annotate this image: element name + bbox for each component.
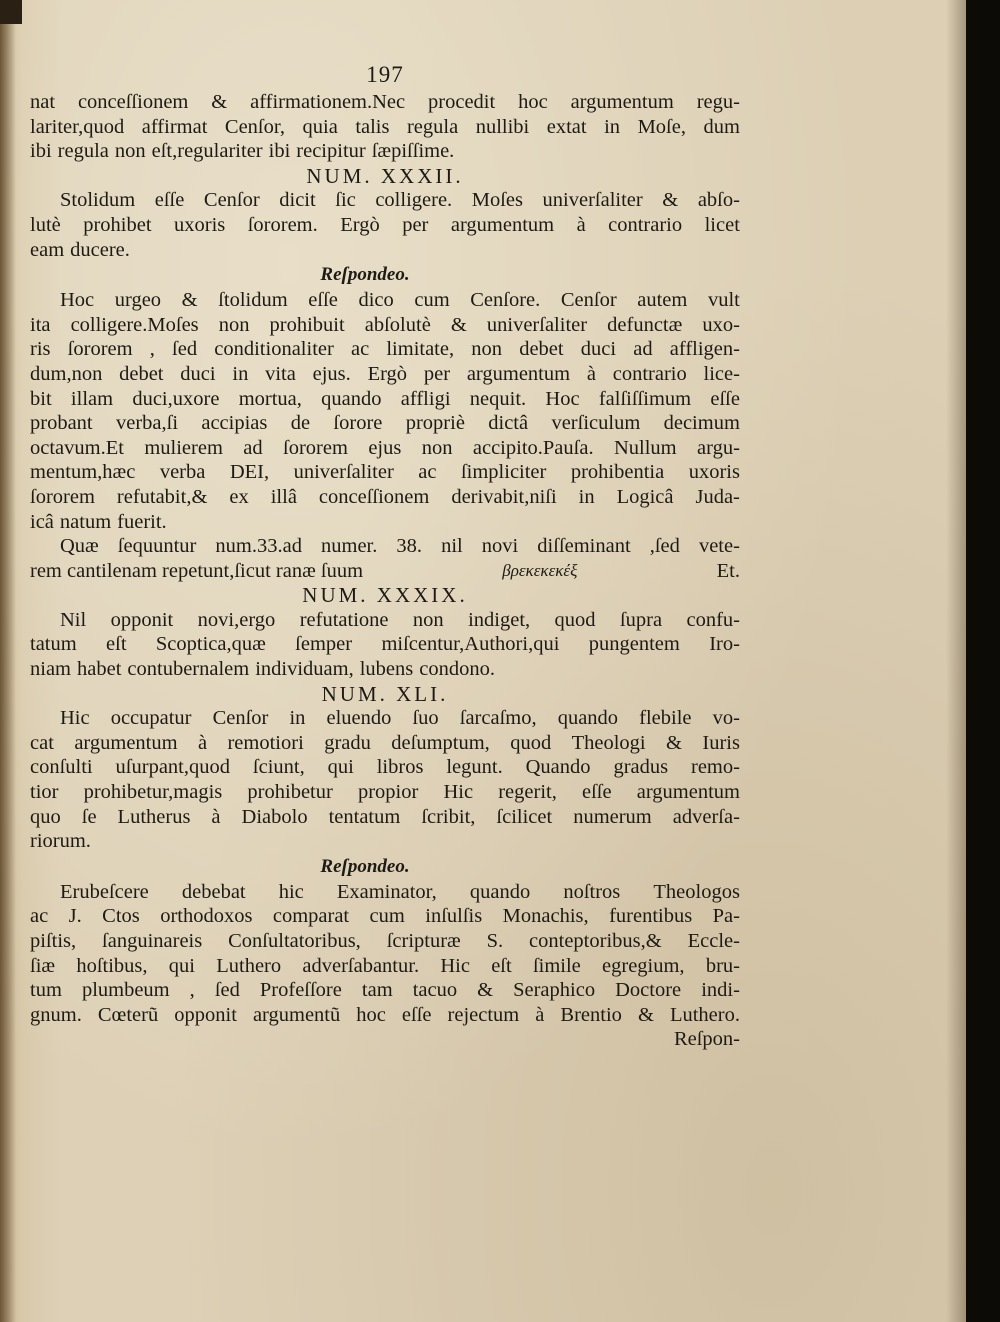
text-line: cat argumentum à remotiori gradu deſumptum, quod Theologi & Iuris xyxy=(30,731,740,754)
page-text xyxy=(30,62,740,1052)
text-line: ac J. Ctos orthodoxos comparat cum inſulſis Monachis, furentibus Pa- xyxy=(30,905,740,928)
page-edge-shadow xyxy=(0,0,16,1322)
text-line: riorum. xyxy=(30,830,91,853)
text-line: ſiæ hoſtibus, qui Luthero adverſabantur. Hic eſt ſimile egregium, bru- xyxy=(30,954,740,977)
text-line: probant verba,ſi accipias de ſorore propriè dictâ verſiculum decimum xyxy=(30,412,740,435)
text-line: octavum.Et mulierem ad ſororem ejus non accipito.Pauſa. Nullum argu- xyxy=(30,436,740,459)
text-line: icâ natum fuerit. xyxy=(30,510,167,533)
text-line: Stolidum eſſe Cenſor dicit ſic colligere. Moſes univerſaliter & abſo- xyxy=(60,189,740,212)
text-line: Hoc urgeo & ſtolidum eſſe dico cum Cenſore. Cenſor autem vult xyxy=(60,289,740,312)
page-right-shadow xyxy=(946,0,966,1322)
text-line: eam ducere. xyxy=(30,238,130,261)
text-line: gnum. Cœterũ opponit argumentũ hoc eſſe rejectum à Brentio & Luthero. xyxy=(30,1003,740,1026)
text-line: bit illam duci,uxore mortua, quando affligi nequit. Hoc falſiſſimum eſſe xyxy=(30,387,740,410)
text-line: rem cantilenam repetunt,ſicut ranæ ſuum βρεκεκεκέξ Et. xyxy=(30,559,740,582)
text-lines xyxy=(30,90,740,1027)
text-line: tum plumbeum , ſed Profeſſore tam tacuo & Seraphico Doctore indi- xyxy=(30,979,740,1002)
text-line: niam habet contubernalem individuam, lubens condono. xyxy=(30,658,495,681)
page-corner-mark xyxy=(0,0,22,24)
text-line: ſororem refutabit,& ex illâ conceſſionem derivabit,niſi in Logicâ Juda- xyxy=(30,485,740,508)
catchword: Reſpon- xyxy=(673,1028,740,1051)
text-line: quo ſe Lutherus à Diabolo tentatum ſcribit, ſcilicet numerum adverſa- xyxy=(30,805,740,828)
text-line: ibi regula non eſt,regulariter ibi recipitur ſæpiſſime. xyxy=(30,140,455,163)
text-line: Hic occupatur Cenſor in eluendo ſuo ſarcaſmo, quando flebile vo- xyxy=(60,707,740,730)
section-heading: NUM. XLI. xyxy=(321,681,449,706)
section-heading: NUM. XXXIX. xyxy=(302,583,468,608)
text-line: lutè prohibet uxoris ſororem. Ergò per argumentum à contrario licet xyxy=(30,213,740,236)
text-line: tatum eſt Scoptica,quæ ſemper miſcentur,Authori,qui pungentem Iro- xyxy=(30,633,740,656)
greek-word: βρεκεκεκέξ xyxy=(502,560,578,580)
page-number: 197 xyxy=(366,62,404,87)
text-line: tior prohibetur,magis prohibetur propior Hic regerit, eſſe argumentum xyxy=(30,781,740,804)
text-line: ita colligere.Moſes non prohibuit abſolutè & univerſaliter defunctæ uxo- xyxy=(30,313,740,336)
text-line: piſtis, ſanguinareis Conſultatoribus, ſcripturæ S. conteptoribus,& Eccle- xyxy=(30,930,740,952)
text-line: Erubeſcere debebat hic Examinator, quando noſtros Theologos xyxy=(60,880,740,903)
text-line: ris ſororem , ſed conditionaliter ac limitate, non debet duci ad affligen- xyxy=(30,338,740,361)
text-line: conſulti uſurpant,quod ſciunt, qui libros legunt. Quando gradus remo- xyxy=(30,756,740,779)
respondeo-heading: Reſpondeo. xyxy=(320,264,410,286)
text-line: lariter,quod affirmat Cenſor, quia talis regula nullibi extat in Moſe, dum xyxy=(30,115,740,138)
respondeo-heading: Reſpondeo. xyxy=(320,855,410,877)
text-line: Nil opponit novi,ergo refutatione non indiget, quod ſupra confu- xyxy=(60,608,740,631)
text-line: nat conceſſionem & affirmationem.Nec procedit hoc argumentum regu- xyxy=(30,91,740,113)
text-line: mentum,hæc verba DEI, univerſaliter ac ſimpliciter prohibentia uxoris xyxy=(30,461,740,484)
text-line: dum,non debet duci in vita ejus. Ergò per argumentum à contrario lice- xyxy=(30,362,740,385)
text-line: Quæ ſequuntur num.33.ad numer. 38. nil novi diſſeminant ,ſed vete- xyxy=(60,535,740,558)
section-heading: NUM. XXXII. xyxy=(306,163,464,188)
